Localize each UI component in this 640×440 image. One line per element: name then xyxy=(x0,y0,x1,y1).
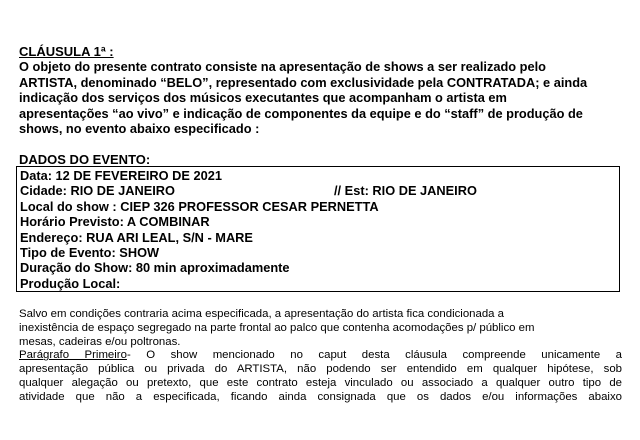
paragraph-line: apresentação pública ou privada do ARTISTA, não podendo ser entendido em qualquer hipótese, sob xyxy=(19,363,622,376)
event-address: Endereço: RUA ARI LEAL, S/N - MARE xyxy=(20,229,253,245)
intro-line: ARTISTA, denominado “BELO”, representado com exclusividade pela CONTRATADA; e ainda xyxy=(19,74,588,90)
event-details-box xyxy=(16,166,620,292)
event-location-row xyxy=(20,183,619,198)
intro-line: O objeto do presente contrato consiste na apresentação de shows a ser realizado pelo xyxy=(19,59,546,74)
conditions-line: inexistência de espaço segregado na parte frontal ao palco que contenha acomodações p/ público em xyxy=(19,321,535,334)
event-time: Horário Previsto: A COMBINAR xyxy=(20,214,210,230)
event-venue: Local do show : CIEP 326 PROFESSOR CESAR PERNETTA xyxy=(20,198,379,214)
event-state: // Est: RIO DE JANEIRO xyxy=(334,183,477,199)
intro-line: apresentações “ao vivo” e indicação de componentes da equipe e do “staff” de produção de xyxy=(19,105,583,121)
intro-line: indicação dos serviços dos músicos executantes que acompanham o artista em xyxy=(19,90,507,105)
conditions-line: mesas, cadeiras e/ou poltronas. xyxy=(19,335,181,348)
conditions-line: Salvo em condições contraria acima especificada, a apresentação do artista fica condicionada a xyxy=(19,308,505,320)
clause-intro xyxy=(19,59,619,137)
paragraph-first-line xyxy=(19,349,622,363)
paragraph-line: qualquer alegação ou pretexto, que este contrato esteja vinculado ou associado a qualquer outro tipo de xyxy=(19,376,622,389)
event-date: Data: 12 DE FEVEREIRO DE 2021 xyxy=(20,168,222,183)
event-production: Produção Local: xyxy=(20,275,121,291)
event-section-title: DADOS DO EVENTO: xyxy=(19,152,151,167)
paragraph-label: Parágrafo Primeiro xyxy=(19,349,127,362)
intro-line: shows, no evento abaixo especificado : xyxy=(19,121,260,136)
event-type: Tipo de Evento: SHOW xyxy=(20,244,160,260)
event-city: Cidade: RIO DE JANEIRO xyxy=(20,183,176,199)
paragraph-line: atividade que não a especificada, ficando ainda consignada que os dados e/ou informações abaixo xyxy=(19,390,622,403)
event-duration: Duração do Show: 80 min aproximadamente xyxy=(20,260,290,276)
conditions-text xyxy=(19,308,622,405)
paragraph-first-text: - O show mencionado no caput desta cláusula compreende unicamente a xyxy=(126,349,623,362)
clause-title: CLÁUSULA 1ª : xyxy=(19,44,114,59)
